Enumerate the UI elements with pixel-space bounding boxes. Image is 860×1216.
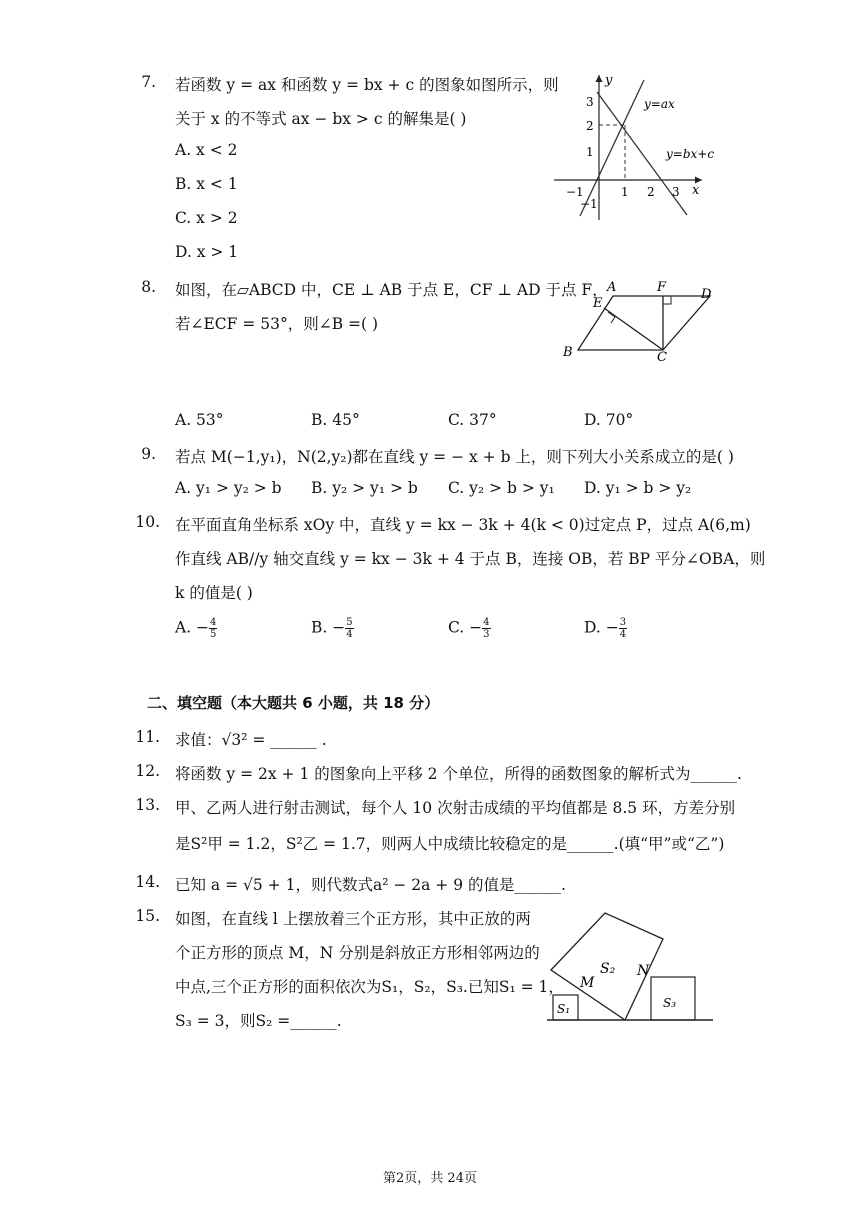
q15-label-s1: S₁ <box>557 1002 571 1016</box>
q8-point-d: D <box>701 287 712 302</box>
q7-tick-y2: 2 <box>586 119 594 133</box>
q15-label-s2: S₂ <box>600 961 616 977</box>
q13-number: 13. <box>135 796 160 814</box>
q15-stem-line2: 个正方形的顶点 M，N 分别是斜放正方形相邻两边的 <box>175 944 540 962</box>
q9-stem: 若点 M(−1,y₁)，N(2,y₂)都在直线 y = − x + b 上，则下列大小关系成立的是( ) <box>175 448 734 466</box>
q8-option-b: B. 45° <box>311 411 360 429</box>
section-heading-fill-in: 二、填空题（本大题共 6 小题，共 18 分） <box>147 694 440 712</box>
q7-option-a: A. x < 2 <box>175 141 238 159</box>
q7-graph-figure <box>552 70 727 230</box>
q15-point-n: N <box>637 963 650 979</box>
page-footer: 第2页，共 24页 <box>383 1171 477 1186</box>
q8-number: 8. <box>141 278 156 296</box>
q8-parallelogram-figure <box>560 276 720 362</box>
q8-point-f: F <box>657 280 667 295</box>
q15-label-s3: S₃ <box>663 996 677 1010</box>
q13-stem-line2: 是S²甲 = 1.2，S²乙 = 1.7，则两人中成绩比较稳定的是______.(填“甲”或“乙”) <box>175 835 725 853</box>
q9-option-d: D. y₁ > b > y₂ <box>584 479 692 497</box>
q7-tick-ym1: −1 <box>580 197 598 211</box>
q7-number: 7. <box>141 73 156 91</box>
q8-point-a: A <box>607 280 617 295</box>
q7-option-c: C. x > 2 <box>175 209 238 227</box>
q10-option-b: B. − $\frac{5}{4}$ <box>311 617 353 640</box>
q7-tick-x2: 2 <box>647 185 655 199</box>
q7-tick-x3: 3 <box>672 185 680 199</box>
q8-stem-line2: 若∠ECF = 53°，则∠B =( ) <box>175 315 379 333</box>
q13-stem-line1: 甲、乙两人进行射击测试，每个人 10 次射击成绩的平均值都是 8.5 环，方差分别 <box>175 799 736 817</box>
q15-stem-line1: 如图，在直线 l 上摆放着三个正方形，其中正放的两 <box>175 910 531 928</box>
q10-number: 10. <box>135 513 160 531</box>
q8-option-a: A. 53° <box>175 411 224 429</box>
q10-option-c: C. − $\frac{4}{3}$ <box>448 617 490 640</box>
q15-stem-line4: S₃ = 3，则S₂ =______. <box>175 1012 342 1030</box>
q10-stem-line1: 在平面直角坐标系 xOy 中，直线 y = kx − 3k + 4(k < 0)过定点 P，过点 A(6,m) <box>175 516 751 534</box>
q11-stem: 求值：√3² = ______ . <box>175 731 327 749</box>
q14-stem: 已知 a = √5 + 1，则代数式a² − 2a + 9 的值是______. <box>175 876 566 894</box>
q15-number: 15. <box>135 907 160 925</box>
q8-point-b: B <box>563 345 573 360</box>
q15-squares-figure <box>545 905 715 1025</box>
q7-stem-line2: 关于 x 的不等式 ax − bx > c 的解集是( ) <box>175 110 467 128</box>
q15-stem-line3: 中点,三个正方形的面积依次为S₁，S₂，S₃.已知S₁ = 1， <box>175 978 564 996</box>
q8-option-c: C. 37° <box>448 411 497 429</box>
q10-option-d: D. − $\frac{3}{4}$ <box>584 617 627 640</box>
q7-stem-line1: 若函数 y = ax 和函数 y = bx + c 的图象如图所示，则 <box>175 76 559 94</box>
q15-point-m: M <box>580 975 595 991</box>
q9-option-b: B. y₂ > y₁ > b <box>311 479 418 497</box>
q7-tick-x1: 1 <box>621 185 629 199</box>
q8-option-d: D. 70° <box>584 411 634 429</box>
q12-stem: 将函数 y = 2x + 1 的图象向上平移 2 个单位，所得的函数图象的解析式为______. <box>175 765 742 783</box>
q14-number: 14. <box>135 873 160 891</box>
q7-tick-y3: 3 <box>586 95 594 109</box>
q7-axis-y: y <box>605 73 613 88</box>
q8-point-e: E <box>593 296 603 311</box>
q9-number: 9. <box>141 445 156 463</box>
q8-point-c: C <box>657 350 667 362</box>
q7-label-bx: y=bx+c <box>666 147 715 161</box>
q10-stem-line3: k 的值是( ) <box>175 584 253 602</box>
q10-option-a: A. − $\frac{4}{5}$ <box>175 617 217 640</box>
q7-option-b: B. x < 1 <box>175 175 238 193</box>
q7-label-ax: y=ax <box>644 97 675 111</box>
q9-option-c: C. y₂ > b > y₁ <box>448 479 555 497</box>
q10-stem-line2: 作直线 AB//y 轴交直线 y = kx − 3k + 4 于点 B，连接 OB，若 BP 平分∠OBA，则 <box>175 550 766 568</box>
q7-axis-x: x <box>692 183 700 198</box>
q11-number: 11. <box>135 728 160 746</box>
q8-stem-line1: 如图，在▱ABCD 中，CE ⊥ AB 于点 E，CF ⊥ AD 于点 F， <box>175 281 608 299</box>
q12-number: 12. <box>135 762 160 780</box>
q7-option-d: D. x > 1 <box>175 243 239 261</box>
q9-option-a: A. y₁ > y₂ > b <box>175 479 282 497</box>
q7-tick-xm1: −1 <box>566 185 584 199</box>
q7-tick-y1: 1 <box>586 145 594 159</box>
